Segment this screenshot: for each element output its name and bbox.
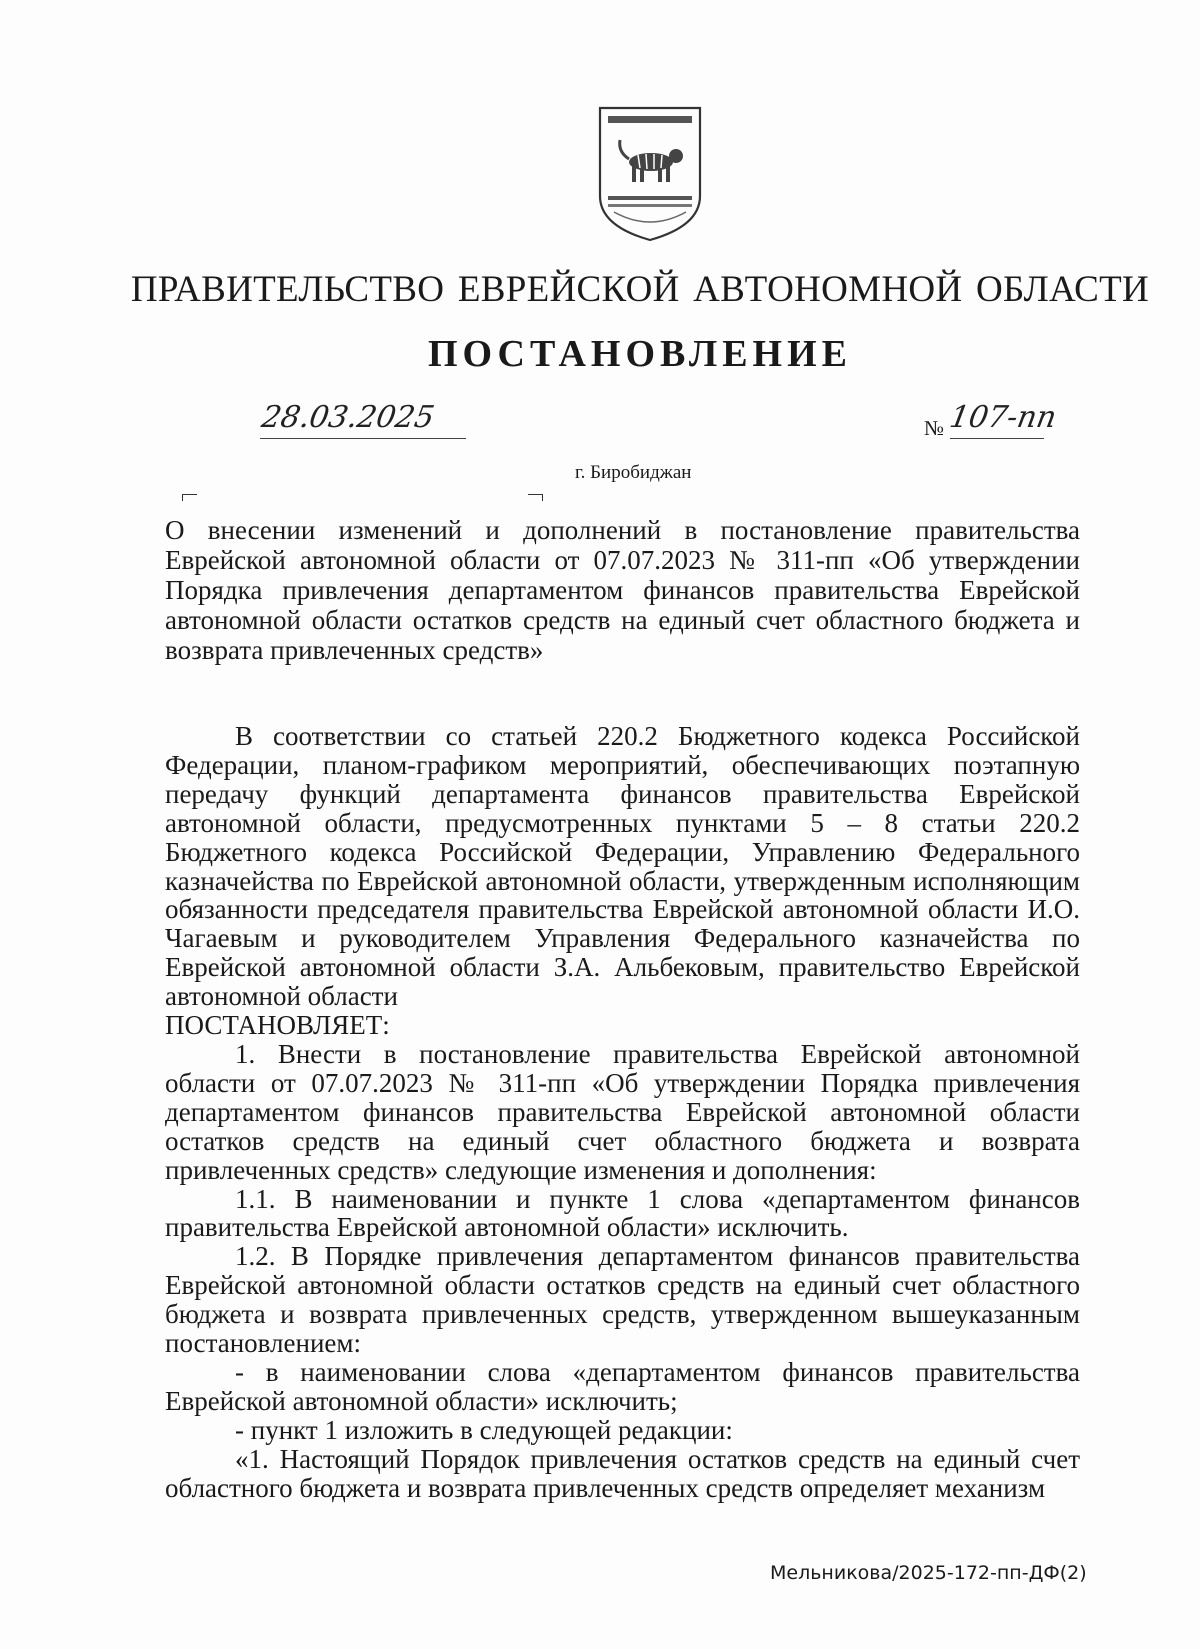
quoted-paragraph-1: «1. Настоящий Порядок привлечения остатков средств на единый счет областного бюджета и возврата привлеченных средств определяет механизм	[165, 1443, 1080, 1503]
coat-of-arms-tiger-icon	[594, 104, 706, 244]
paragraph-1-1: 1.1. В наименовании и пункте 1 слова «департаментом финансов правительства Еврейской автономной области» исключить.	[165, 1183, 1080, 1243]
bullet-item-2: - пункт 1 изложить в следующей редакции:	[235, 1414, 733, 1445]
footer-reference: Мельникова/2025-172-пп-ДФ(2)	[770, 1562, 1087, 1584]
corner-bracket-right	[528, 494, 543, 501]
date-underline	[260, 438, 466, 439]
paragraph-1-2: 1.2. В Порядке привлечения департаментом финансов правительства Еврейской автономной области остатков средств на единый счет областного бюджета и возврата привлеченных средств, утвержденном вышеуказанным постановлением:	[165, 1241, 1080, 1359]
corner-bracket-left	[182, 494, 197, 501]
paragraph-1: 1. Внести в постановление правительства Еврейской автономной области от 07.07.2023 № 311-пп «Об утверждении Порядка привлечения департаментом финансов правительства Еврейской автономной области остатков средств на единый счет областного бюджета и возврата привлеченных средств» следующие изменения и дополнения:	[165, 1038, 1080, 1185]
document-subject: О внесении изменений и дополнений в постановление правительства Еврейской автономной области от 07.07.2023 № 311-пп «Об утверждении Порядка привлечения департаментом финансов правительства Еврейской автономной области остатков средств на единый счет областного бюджета и возврата привлеченных средств»	[165, 515, 1080, 665]
document-body	[165, 722, 1080, 1502]
organization-title: ПРАВИТЕЛЬСТВО ЕВРЕЙСКОЙ АВТОНОМНОЙ ОБЛАСТИ	[130, 269, 1150, 310]
document-type: ПОСТАНОВЛЕНИЕ	[427, 333, 853, 375]
number-label: №	[924, 416, 945, 440]
city-name: г. Биробиджан	[575, 462, 692, 483]
number-underline	[950, 438, 1044, 439]
preamble-paragraph: В соответствии со статьей 220.2 Бюджетного кодекса Российской Федерации, планом-графиком мероприятий, обеспечивающих поэтапную передачу функций департамента финансов правительства Еврейской автономной области, предусмотренных пунктами 5 – 8 статьи 220.2 Бюджетного кодекса Российской Федерации, Управлению Федерального казначейства по Еврейской автономной области, утвержденным исполняющим обязанности председателя правительства Еврейской автономной области И.О. Чагаевым и руководителем Управления Федерального казначейства по Еврейской автономной области З.А. Альбековым, правительство Еврейской автономной области	[165, 721, 1080, 1012]
handwritten-date: 28.03.2025	[258, 400, 437, 435]
resolves-heading: ПОСТАНОВЛЯЕТ:	[165, 1010, 390, 1041]
handwritten-number: 107-пп	[946, 400, 1060, 435]
bullet-item-1: - в наименовании слова «департаментом финансов правительства Еврейской автономной области» исключить;	[165, 1356, 1080, 1416]
